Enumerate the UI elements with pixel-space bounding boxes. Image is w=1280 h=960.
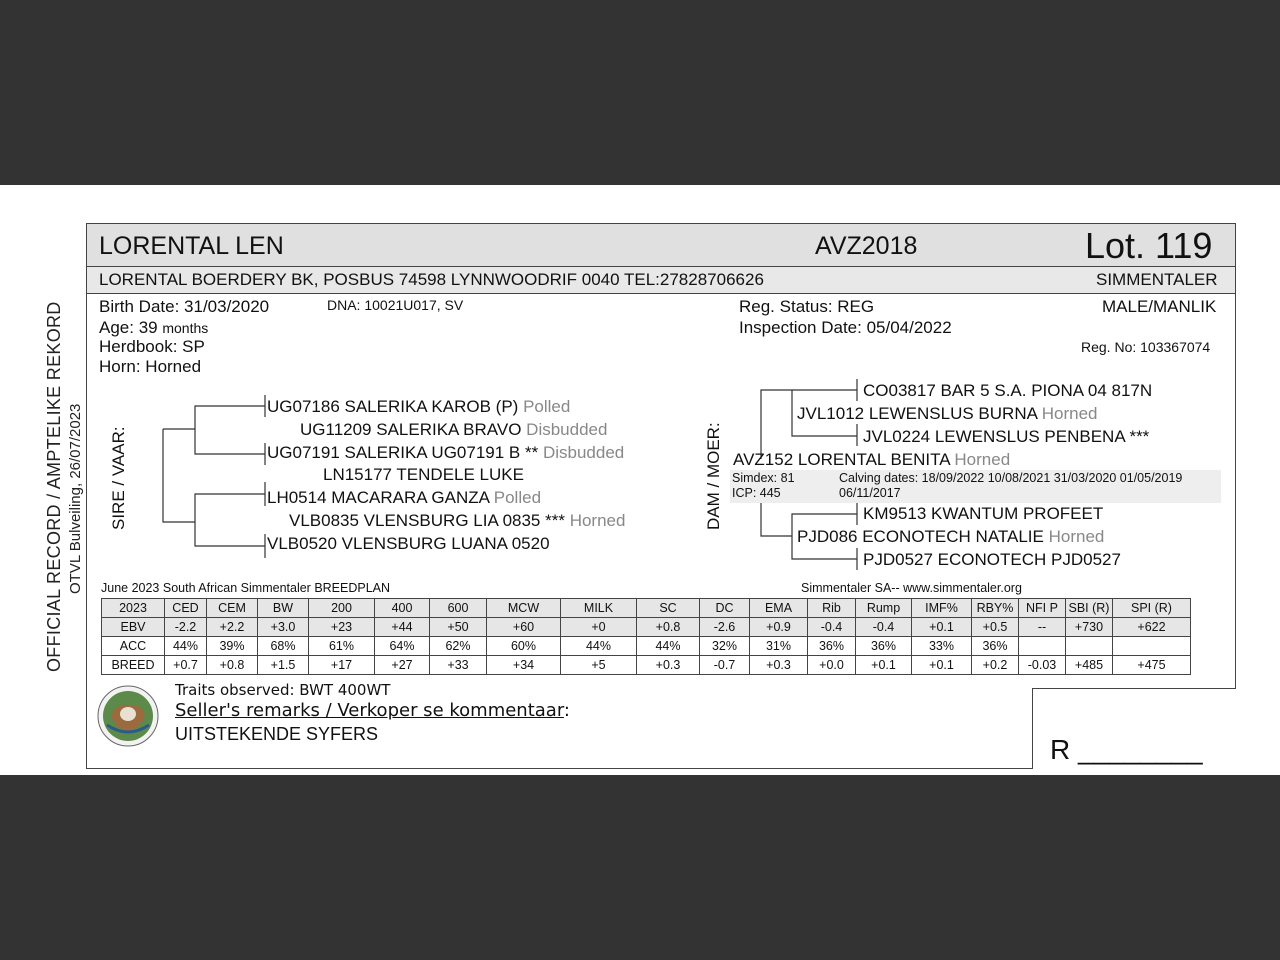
ebv-cell: +44 [375,618,430,637]
sdd-name: VLB0835 VLENSBURG LIA 0835 *** [289,511,565,530]
breed-name: SIMMENTALER [1096,270,1218,289]
ebv-cell: 36% [856,637,912,656]
ebv-header-row [102,599,1191,618]
dam-sire [797,404,1098,424]
sd-name: LH0514 MACARARA GANZA [267,488,490,507]
ebv-cell: +0.1 [856,656,912,675]
ebv-cell: +0.7 [165,656,207,675]
age-value: Age: 39 [99,318,158,337]
dam-name [733,450,1010,470]
ebv-cell: +0.8 [207,656,258,675]
ebv-header-cell: IMF% [912,599,972,618]
ebv-cell: 61% [309,637,375,656]
price-field[interactable]: R ________ [1050,734,1203,765]
ebv-cell: 44% [165,637,207,656]
ebv-header-cell: SC [637,599,700,618]
ebv-header-cell: EMA [750,599,808,618]
ebv-cell: +60 [487,618,561,637]
ebv-cell: BREED [102,656,165,675]
ebv-cell: -- [1019,618,1066,637]
sire-dam [267,488,541,508]
dam-sire-sire: CO03817 BAR 5 S.A. PIONA 04 817N [863,381,1153,400]
ebv-header-cell: 200 [309,599,375,618]
ebv-cell: 33% [912,637,972,656]
inspection-date: Inspection Date: 05/04/2022 [739,318,952,337]
ebv-cell: 36% [808,637,856,656]
ebv-cell: +0.2 [972,656,1019,675]
ebv-cell: +475 [1113,656,1191,675]
dam-dam-sire: KM9513 KWANTUM PROFEET [863,504,1104,523]
ebv-cell: +0.5 [972,618,1019,637]
dam-sire-dam: JVL0224 LEWENSLUS PENBENA *** [863,427,1150,446]
sire-name: LN15177 TENDELE LUKE [323,465,524,484]
sdd-horn: Horned [569,511,626,530]
ebv-cell: +622 [1113,618,1191,637]
breedplan-site: Simmentaler SA-- www.simmentaler.org [801,581,1022,595]
ebv-cell: EBV [102,618,165,637]
ebv-cell: +17 [309,656,375,675]
ebv-header-cell: 2023 [102,599,165,618]
official-record-label: OFFICIAL RECORD / AMPTELIKE REKORD [44,301,64,672]
ebv-cell: +0.3 [637,656,700,675]
ebv-header-cell: Rump [856,599,912,618]
sire-dam-dam [289,511,625,531]
ebv-cell [1113,637,1191,656]
ebv-cell: 62% [430,637,487,656]
sire-sire-sire [267,397,570,417]
ebv-cell: -2.2 [165,618,207,637]
ebv-cell: ACC [102,637,165,656]
remarks-title: Seller's remarks / Verkoper se kommentaar [175,700,564,721]
animal-code: AVZ2018 [815,232,918,260]
dam-dam-dam: PJD0527 ECONOTECH PJD0527 [863,550,1121,569]
ebv-cell: 36% [972,637,1019,656]
ebv-table [101,598,1191,675]
ebv-row [102,656,1191,675]
remarks-colon: : [563,700,570,721]
lot-card [86,223,1236,769]
ebv-cell: 39% [207,637,258,656]
reg-number: Reg. No: 103367074 [1081,339,1211,355]
ebv-header-cell: RBY% [972,599,1019,618]
ebv-header-cell: MCW [487,599,561,618]
ds-horn: Horned [1041,404,1098,423]
sire-sire [267,443,624,463]
seller-remarks: UITSTEKENDE SYFERS [175,724,379,744]
ebv-cell: +5 [561,656,637,675]
ebv-cell: 31% [750,637,808,656]
calving-dates-2: 06/11/2017 [839,486,901,500]
sire-sire-dam [300,420,607,440]
owner-address: LORENTAL BOERDERY BK, POSBUS 74598 LYNNWOODRIF 0040 TEL:27828706626 [99,270,764,289]
dam-label: DAM / MOER: [704,422,723,530]
ebv-header-cell: Rib [808,599,856,618]
traits-observed: Traits observed: BWT 400WT [175,681,391,699]
ss-horn: Disbudded [542,443,625,462]
ebv-cell: +23 [309,618,375,637]
dd-horn: Horned [1048,527,1105,546]
ebv-cell: +730 [1066,618,1113,637]
ebv-row [102,637,1191,656]
sire-dam-dam-dam: VLB0520 VLENSBURG LUANA 0520 [267,534,550,553]
ebv-cell: 68% [258,637,309,656]
ebv-cell: -0.4 [856,618,912,637]
sss-name: UG07186 SALERIKA KAROB (P) [267,397,519,416]
ebv-header-cell: NFI P [1019,599,1066,618]
sex: MALE/MANLIK [1102,297,1217,316]
dam-horn: Horned [954,450,1011,469]
simmentaler-logo [97,685,159,747]
ebv-header-cell: CEM [207,599,258,618]
ebv-cell: -0.7 [700,656,750,675]
ebv-cell: +3.0 [258,618,309,637]
birth-date: Birth Date: 31/03/2020 [99,297,270,316]
ebv-cell: 60% [487,637,561,656]
breedplan-caption: June 2023 South African Simmentaler BREEDPLAN [101,581,391,595]
ebv-header-cell: MILK [561,599,637,618]
ebv-cell: 32% [700,637,750,656]
ebv-cell: +0 [561,618,637,637]
ebv-header-cell: CED [165,599,207,618]
dna-info: DNA: 10021U017, SV [327,297,464,313]
auction-label: OTVL Bulveiling, 26/07/2023 [67,403,84,594]
ebv-cell: +0.0 [808,656,856,675]
simdex: Simdex: 81 [732,471,795,485]
ebv-cell: +0.9 [750,618,808,637]
ebv-cell: +0.1 [912,618,972,637]
herdbook: Herdbook: SP [99,337,205,356]
sss-horn: Polled [523,397,571,416]
ds-name: JVL1012 LEWENSLUS BURNA [797,404,1037,423]
horn-status: Horn: Horned [99,357,202,376]
ebv-row [102,618,1191,637]
ebv-cell: +485 [1066,656,1113,675]
ebv-cell: +0.3 [750,656,808,675]
lot-number: Lot. 119 [1085,225,1213,266]
ebv-header-cell: SBI (R) [1066,599,1113,618]
icp: ICP: 445 [732,486,781,500]
ebv-cell: -2.6 [700,618,750,637]
ssd-name: UG11209 SALERIKA BRAVO [300,420,522,439]
dam-info-box [730,470,1221,503]
ebv-header-cell: 600 [430,599,487,618]
sire-label: SIRE / VAAR: [109,426,128,530]
dam-dam [797,527,1104,547]
ebv-header-cell: BW [258,599,309,618]
ssd-horn: Disbudded [526,420,608,439]
ebv-cell: 44% [561,637,637,656]
remarks-heading [175,700,570,721]
ebv-cell: +50 [430,618,487,637]
ebv-cell: 44% [637,637,700,656]
ebv-cell: -0.4 [808,618,856,637]
ebv-cell: -0.03 [1019,656,1066,675]
ebv-cell: +0.8 [637,618,700,637]
ebv-cell: +34 [487,656,561,675]
ebv-cell: +27 [375,656,430,675]
price-box [1032,688,1236,769]
ebv-cell: 64% [375,637,430,656]
dam-title: AVZ152 LORENTAL BENITA [733,450,950,469]
ebv-cell: +33 [430,656,487,675]
sd-horn: Polled [493,488,542,507]
reg-status: Reg. Status: REG [739,297,875,316]
ebv-cell [1066,637,1113,656]
dd-name: PJD086 ECONOTECH NATALIE [797,527,1044,546]
ebv-cell [1019,637,1066,656]
animal-name: LORENTAL LEN [99,232,284,260]
ebv-header-cell: 400 [375,599,430,618]
ss-name: UG07191 SALERIKA UG07191 B ** [267,443,539,462]
ebv-header-cell: SPI (R) [1113,599,1191,618]
ebv-cell: +1.5 [258,656,309,675]
ebv-header-cell: DC [700,599,750,618]
ebv-cell: +2.2 [207,618,258,637]
age-unit: months [162,320,209,336]
calving-dates: Calving dates: 18/09/2022 10/08/2021 31/03/2020 01/05/2019 [839,471,1183,485]
ebv-cell: +0.1 [912,656,972,675]
